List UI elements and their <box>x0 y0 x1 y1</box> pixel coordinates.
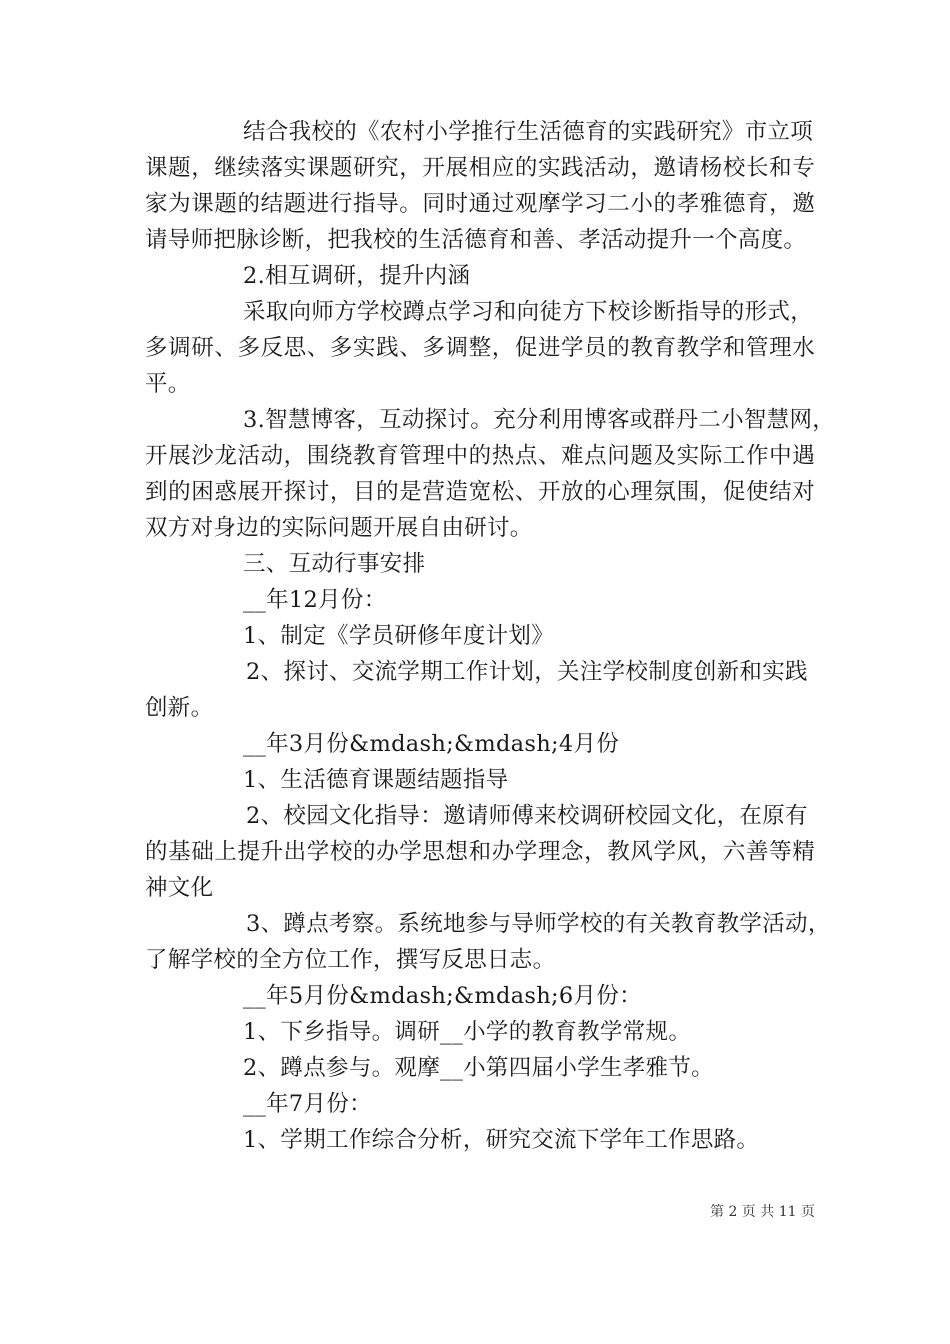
schedule-item: 1、下乡指导。调研__小学的教育教学常规。 <box>243 1019 692 1045</box>
schedule-item: 2、蹲点参与。观摩__小第四届小学生孝雅节。 <box>243 1055 714 1081</box>
schedule-item: 2、探讨、交流学期工作计划，关注学校制度创新和实践 <box>246 659 808 685</box>
schedule-month: __年3月份&mdash;&mdash;4月份 <box>243 731 620 757</box>
schedule-item: 1、制定《学员研修年度计划》 <box>243 623 555 649</box>
schedule-month: __年5月份&mdash;&mdash;6月份： <box>243 983 642 1009</box>
paragraph-line: 请导师把脉诊断，把我校的生活德育和善、孝活动提升一个高度。 <box>145 227 807 253</box>
schedule-item: 创新。 <box>145 695 214 721</box>
schedule-item: 1、生活德育课题结题指导 <box>243 767 509 793</box>
paragraph-line: 家为课题的结题进行指导。同时通过观摩学习二小的孝雅德育，邀 <box>145 191 815 217</box>
schedule-item: 2、校园文化指导：邀请师傅来校调研校园文化，在原有 <box>246 803 808 829</box>
paragraph-line: 多调研、多反思、多实践、多调整，促进学员的教育教学和管理水 <box>145 335 815 361</box>
schedule-month: __年12月份： <box>243 587 387 613</box>
schedule-item: 3、蹲点考察。系统地参与导师学校的有关教育教学活动， <box>246 911 831 937</box>
paragraph-line: 结合我校的《农村小学推行生活德育的实践研究》市立项 <box>243 119 814 145</box>
schedule-item: 了解学校的全方位工作，撰写反思日志。 <box>145 947 556 973</box>
paragraph-line: 平。 <box>145 371 191 397</box>
paragraph-line: 到的困惑展开探讨，目的是营造宽松、开放的心理氛围，促使结对 <box>145 479 815 505</box>
schedule-item: 的基础上提升出学校的办学思想和办学理念，教风学风，六善等精 <box>145 839 815 865</box>
section-heading: 2.相互调研，提升内涵 <box>243 263 471 289</box>
schedule-item: 神文化 <box>145 875 214 901</box>
schedule-month: __年7月份： <box>243 1091 372 1117</box>
paragraph-line: 开展沙龙活动，围绕教育管理中的热点、难点问题及实际工作中遇 <box>145 443 815 469</box>
schedule-item: 1、学期工作综合分析，研究交流下学年工作思路。 <box>243 1127 760 1153</box>
paragraph-line: 双方对身边的实际问题开展自由研讨。 <box>145 515 533 541</box>
page-number: 第 2 页 共 11 页 <box>710 1204 815 1220</box>
paragraph-line: 采取向师方学校蹲点学习和向徒方下校诊断指导的形式， <box>243 299 814 325</box>
section-heading: 三、互动行事安排 <box>243 551 426 577</box>
paragraph-line: 课题，继续落实课题研究，开展相应的实践活动，邀请杨校长和专 <box>145 155 815 181</box>
paragraph-line: 3.智慧博客，互动探讨。充分利用博客或群丹二小智慧网， <box>243 407 836 433</box>
